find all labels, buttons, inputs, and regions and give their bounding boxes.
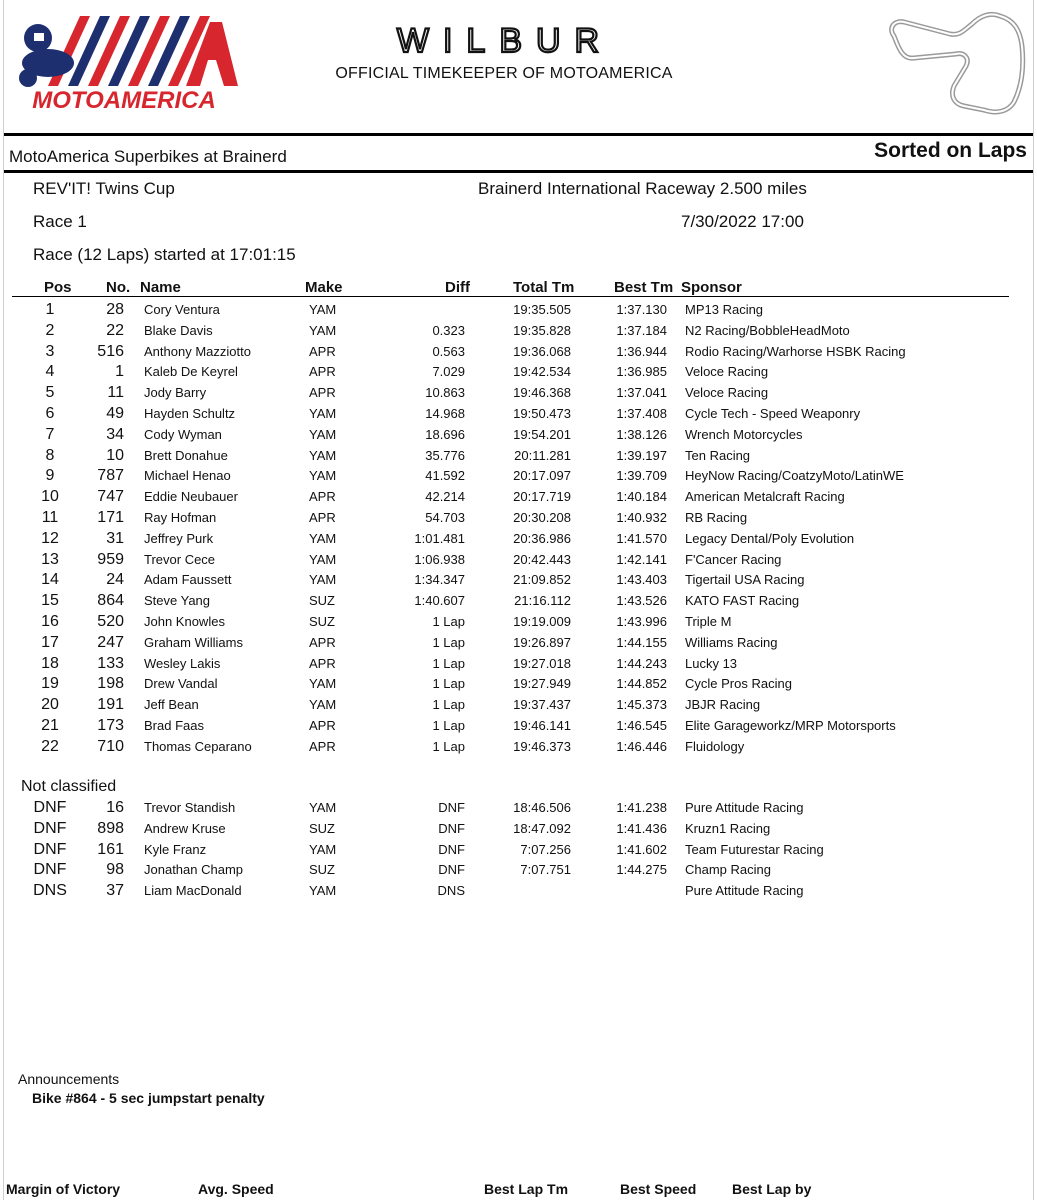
race-class: REV'IT! Twins Cup — [33, 179, 175, 198]
cell-sponsor: Champ Racing — [685, 862, 771, 878]
cell-no: 173 — [97, 717, 124, 734]
cell-make: YAM — [309, 322, 337, 338]
wilbur-wordmark: WILBUR — [396, 22, 614, 58]
cell-pos: 15 — [41, 592, 59, 610]
cell-diff: 54.703 — [425, 510, 465, 525]
table-row — [0, 383, 1037, 403]
cell-diff: 1:40.607 — [414, 593, 465, 609]
cell-make: APR — [309, 634, 336, 650]
cell-make: SUZ — [309, 614, 335, 629]
cell-pos: 8 — [45, 446, 55, 464]
event-title: MotoAmerica Superbikes at Brainerd — [9, 147, 287, 166]
sort-label: Sorted on Laps — [874, 139, 1027, 162]
cell-best: 1:37.184 — [616, 322, 667, 338]
cell-pos: 17 — [41, 633, 59, 651]
cell-name: Hayden Schultz — [144, 406, 236, 421]
table-row — [0, 404, 1037, 424]
cell-best: 1:40.184 — [616, 489, 667, 505]
cell-total: 19:35.505 — [513, 302, 571, 317]
cell-total: 21:16.112 — [514, 593, 571, 609]
cell-make: YAM — [309, 800, 337, 815]
cell-total: 19:27.018 — [513, 655, 571, 671]
cell-make: APR — [309, 364, 336, 380]
cell-make: YAM — [309, 447, 337, 463]
race-start-line: Race (12 Laps) started at 17:01:15 — [33, 245, 296, 264]
footer-best-speed: Best Speed — [620, 1181, 697, 1197]
cell-make: APR — [309, 510, 336, 525]
cell-best: 1:43.403 — [616, 572, 667, 588]
footer-avg-speed: Avg. Speed — [198, 1181, 274, 1197]
cell-sponsor: Legacy Dental/Poly Evolution — [685, 530, 855, 546]
cell-make: YAM — [309, 468, 337, 484]
header-rule-top — [4, 133, 1033, 136]
cell-diff: 1:34.347 — [414, 572, 465, 588]
cell-make: APR — [309, 738, 336, 754]
cell-best: 1:41.436 — [616, 820, 667, 836]
cell-best: 1:39.197 — [616, 447, 667, 463]
cell-diff: 42.214 — [425, 489, 465, 505]
cell-best: 1:41.602 — [616, 841, 667, 857]
cell-pos: 3 — [45, 342, 55, 360]
cell-name: Thomas Ceparano — [144, 738, 252, 754]
cell-no: 520 — [97, 613, 124, 630]
cell-pos: 7 — [45, 425, 55, 443]
cell-no: 11 — [107, 384, 124, 402]
cell-no: 49 — [106, 405, 124, 422]
table-row — [0, 612, 1037, 632]
cell-diff: DNF — [438, 841, 465, 857]
cell-total: 19:46.141 — [513, 718, 571, 733]
cell-make: SUZ — [309, 862, 335, 878]
cell-no: 37 — [106, 882, 124, 900]
cell-pos: DNS — [33, 882, 67, 900]
cell-make: APR — [309, 385, 336, 401]
cell-diff: DNF — [438, 800, 465, 815]
cell-diff: DNF — [438, 820, 465, 836]
cell-name: Andrew Kruse — [144, 820, 226, 836]
cell-best: 1:45.373 — [616, 697, 667, 713]
table-row — [0, 446, 1037, 466]
cell-name: Trevor Standish — [144, 800, 236, 815]
cell-best: 1:42.141 — [616, 551, 667, 567]
cell-make: YAM — [309, 426, 337, 442]
cell-name: John Knowles — [144, 614, 225, 629]
cell-pos: DNF — [33, 799, 67, 816]
column-header-no: No. — [106, 279, 131, 296]
table-row — [0, 591, 1037, 611]
cell-sponsor: HeyNow Racing/CoatzyMoto/LatinWE — [685, 468, 904, 484]
cell-pos: 22 — [41, 737, 59, 755]
cell-no: 787 — [97, 467, 124, 485]
cell-no: 191 — [97, 696, 124, 714]
cell-pos: 21 — [41, 717, 59, 734]
cell-make: SUZ — [309, 593, 335, 609]
table-row — [0, 716, 1037, 736]
cell-sponsor: Rodio Racing/Warhorse HSBK Racing — [685, 343, 906, 359]
cell-total: 19:36.068 — [513, 343, 571, 359]
cell-no: 710 — [97, 737, 124, 755]
cell-no: 10 — [106, 446, 124, 464]
track-name: Brainerd International Raceway 2.500 miles — [478, 179, 807, 198]
table-row — [0, 798, 1037, 818]
cell-total: 7:07.751 — [520, 862, 571, 878]
cell-total: 19:26.897 — [513, 634, 571, 650]
cell-sponsor: Veloce Racing — [685, 364, 769, 380]
table-row — [0, 737, 1037, 757]
table-row — [0, 654, 1037, 674]
cell-total: 18:47.092 — [513, 820, 571, 836]
track-map-icon — [880, 6, 1030, 118]
cell-diff: 14.968 — [425, 406, 465, 421]
cell-no: 898 — [97, 819, 124, 837]
cell-sponsor: Pure Attitude Racing — [685, 883, 804, 899]
cell-pos: 19 — [41, 675, 59, 693]
cell-total: 19:46.368 — [513, 385, 571, 401]
cell-best: 1:37.130 — [616, 302, 667, 317]
logo-wordmark: MOTOAMERICA — [32, 87, 216, 114]
cell-best: 1:44.852 — [616, 676, 667, 692]
cell-sponsor: Pure Attitude Racing — [685, 800, 804, 815]
cell-diff: 35.776 — [425, 447, 465, 463]
cell-no: 16 — [106, 799, 124, 816]
cell-pos: 13 — [41, 550, 59, 568]
cell-make: YAM — [309, 551, 337, 567]
cell-name: Brett Donahue — [144, 447, 228, 463]
cell-name: Adam Faussett — [144, 572, 232, 588]
cell-no: 24 — [106, 571, 124, 589]
cell-total: 20:17.719 — [513, 489, 571, 505]
header-rule-bottom — [4, 170, 1033, 173]
cell-make: YAM — [309, 883, 337, 899]
cell-sponsor: Cycle Tech - Speed Weaponry — [685, 406, 861, 421]
cell-best: 1:36.985 — [616, 364, 667, 380]
cell-make: YAM — [309, 302, 337, 317]
cell-total: 20:17.097 — [513, 468, 571, 484]
table-row — [0, 570, 1037, 590]
cell-diff: 1 Lap — [432, 634, 465, 650]
cell-name: Anthony Mazziotto — [144, 343, 251, 359]
cell-total: 20:42.443 — [513, 551, 571, 567]
cell-name: Graham Williams — [144, 634, 243, 650]
table-row — [0, 362, 1037, 382]
cell-sponsor: N2 Racing/BobbleHeadMoto — [685, 322, 850, 338]
cell-make: APR — [309, 718, 336, 733]
cell-make: YAM — [309, 406, 337, 421]
cell-pos: DNF — [33, 840, 67, 858]
table-row — [0, 508, 1037, 528]
cell-name: Liam MacDonald — [144, 883, 242, 899]
table-row — [0, 321, 1037, 341]
cell-make: APR — [309, 489, 336, 505]
column-header-make: Make — [305, 279, 343, 296]
motoamerica-logo — [8, 8, 240, 114]
cell-pos: 11 — [41, 509, 59, 526]
cell-diff: 1:06.938 — [414, 551, 465, 567]
cell-diff: 0.323 — [432, 322, 465, 338]
cell-make: APR — [309, 655, 336, 671]
cell-pos: 16 — [41, 613, 59, 630]
column-header-best: Best Tm — [614, 279, 674, 296]
cell-sponsor: Fluidology — [685, 738, 745, 754]
cell-pos: 12 — [41, 529, 59, 547]
cell-diff: 0.563 — [432, 343, 465, 359]
cell-total: 19:50.473 — [513, 406, 571, 421]
cell-name: Jody Barry — [144, 385, 207, 401]
cell-best: 1:46.545 — [616, 718, 667, 733]
table-row — [0, 550, 1037, 570]
cell-total: 20:11.281 — [514, 447, 571, 463]
cell-pos: 10 — [41, 488, 59, 506]
cell-best: 1:36.944 — [616, 343, 667, 359]
table-row — [0, 881, 1037, 901]
rider-icon — [19, 24, 74, 87]
cell-make: YAM — [309, 530, 337, 546]
cell-no: 198 — [97, 675, 124, 693]
cell-pos: 2 — [45, 321, 55, 339]
table-row — [0, 425, 1037, 445]
announcements-label: Announcements — [18, 1071, 120, 1087]
column-header-sponsor: Sponsor — [681, 279, 742, 296]
cell-name: Kyle Franz — [144, 841, 207, 857]
cell-pos: 9 — [45, 467, 55, 485]
cell-no: 247 — [97, 633, 124, 651]
footer-margin-of-victory: Margin of Victory — [6, 1181, 121, 1197]
table-header-rule — [12, 296, 1009, 297]
cell-total: 19:42.534 — [513, 364, 571, 380]
cell-sponsor: Kruzn1 Racing — [685, 820, 771, 836]
cell-diff: 18.696 — [425, 426, 465, 442]
cell-total: 19:37.437 — [513, 697, 571, 713]
cell-name: Jeff Bean — [144, 697, 199, 713]
cell-pos: DNF — [33, 861, 67, 879]
cell-no: 747 — [97, 488, 124, 506]
table-row — [0, 633, 1037, 653]
cell-no: 161 — [97, 840, 124, 858]
cell-no: 22 — [106, 321, 124, 339]
cell-diff: 1 Lap — [432, 676, 465, 692]
timekeeper-tagline: OFFICIAL TIMEKEEPER OF MOTOAMERICA — [335, 65, 673, 82]
cell-no: 516 — [97, 342, 124, 360]
cell-make: SUZ — [309, 820, 335, 836]
cell-no: 28 — [106, 301, 124, 318]
cell-best: 1:37.041 — [616, 385, 667, 401]
cell-name: Jeffrey Purk — [144, 530, 214, 546]
cell-sponsor: Triple M — [685, 614, 732, 629]
footer-best-lap-by: Best Lap by — [732, 1181, 812, 1197]
column-header-pos: Pos — [44, 279, 72, 296]
table-row — [0, 860, 1037, 880]
table-row — [0, 674, 1037, 694]
cell-pos: 5 — [45, 384, 55, 402]
cell-sponsor: Ten Racing — [685, 447, 751, 463]
cell-name: Wesley Lakis — [144, 655, 221, 671]
cell-sponsor: Elite Garageworkz/MRP Motorsports — [685, 718, 896, 733]
cell-best: 1:43.526 — [616, 593, 667, 609]
cell-total: 20:30.208 — [513, 510, 571, 525]
cell-name: Cody Wyman — [144, 426, 222, 442]
cell-best: 1:46.446 — [616, 738, 667, 754]
cell-pos: 4 — [45, 363, 55, 381]
column-header-total: Total Tm — [513, 279, 575, 296]
cell-no: 959 — [97, 550, 124, 568]
table-row — [0, 695, 1037, 715]
cell-name: Ray Hofman — [144, 510, 217, 525]
cell-name: Trevor Cece — [144, 551, 216, 567]
cell-no: 31 — [106, 529, 124, 547]
table-row — [0, 300, 1037, 320]
cell-best: 1:41.570 — [616, 530, 667, 546]
cell-total: 19:46.373 — [513, 738, 571, 754]
table-row — [0, 529, 1037, 549]
cell-sponsor: JBJR Racing — [685, 697, 761, 713]
cell-name: Michael Henao — [144, 468, 231, 484]
cell-sponsor: F'Cancer Racing — [685, 551, 782, 567]
cell-make: YAM — [309, 676, 337, 692]
cell-make: APR — [309, 343, 336, 359]
table-row — [0, 466, 1037, 486]
column-header-diff: Diff — [445, 279, 470, 296]
cell-name: Kaleb De Keyrel — [144, 364, 238, 380]
table-row — [0, 487, 1037, 507]
not-classified-label: Not classified — [21, 778, 117, 795]
cell-best: 1:40.932 — [616, 510, 667, 525]
cell-no: 34 — [106, 425, 124, 443]
cell-pos: 6 — [45, 405, 55, 422]
cell-sponsor: Tigertail USA Racing — [685, 572, 805, 588]
cell-best: 1:38.126 — [616, 426, 667, 442]
cell-best: 1:44.155 — [616, 634, 667, 650]
cell-total: 19:27.949 — [513, 676, 571, 692]
cell-make: YAM — [309, 572, 337, 588]
cell-best: 1:44.275 — [616, 862, 667, 878]
cell-total: 20:36.986 — [513, 530, 571, 546]
cell-diff: 1:01.481 — [414, 530, 465, 546]
wilbur-logo — [365, 22, 645, 58]
table-row — [0, 819, 1037, 839]
cell-name: Cory Ventura — [144, 302, 220, 317]
logo-stripes — [48, 16, 210, 86]
cell-diff: 1 Lap — [432, 718, 465, 733]
cell-diff: 1 Lap — [432, 697, 465, 713]
cell-sponsor: KATO FAST Racing — [685, 593, 800, 609]
cell-name: Jonathan Champ — [144, 862, 244, 878]
cell-sponsor: Team Futurestar Racing — [685, 841, 824, 857]
cell-name: Steve Yang — [144, 593, 211, 609]
cell-diff: 1 Lap — [432, 655, 465, 671]
cell-best: 1:39.709 — [616, 468, 667, 484]
cell-sponsor: Wrench Motorcycles — [685, 426, 803, 442]
cell-total: 19:35.828 — [513, 322, 571, 338]
cell-sponsor: Cycle Pros Racing — [685, 676, 792, 692]
announcement-text: Bike #864 - 5 sec jumpstart penalty — [32, 1090, 265, 1106]
race-name: Race 1 — [33, 212, 87, 231]
cell-diff: 7.029 — [432, 364, 465, 380]
cell-name: Eddie Neubauer — [144, 489, 238, 505]
cell-no: 98 — [106, 861, 124, 879]
cell-sponsor: Veloce Racing — [685, 385, 769, 401]
cell-no: 864 — [97, 592, 124, 610]
cell-pos: 18 — [41, 654, 59, 672]
cell-pos: 1 — [45, 301, 55, 318]
cell-make: YAM — [309, 697, 337, 713]
table-row — [0, 840, 1037, 860]
cell-no: 1 — [115, 363, 124, 381]
cell-diff: 41.592 — [425, 468, 465, 484]
race-datetime: 7/30/2022 17:00 — [681, 212, 804, 231]
cell-make: YAM — [309, 841, 337, 857]
cell-pos: DNF — [33, 819, 67, 837]
cell-best: 1:44.243 — [616, 655, 667, 671]
cell-name: Blake Davis — [144, 322, 213, 338]
cell-best: 1:41.238 — [616, 800, 667, 815]
cell-sponsor: Lucky 13 — [685, 655, 738, 671]
cell-diff: DNS — [437, 883, 465, 899]
cell-total: 19:19.009 — [513, 614, 571, 629]
cell-diff: 1 Lap — [432, 738, 465, 754]
cell-no: 133 — [97, 654, 124, 672]
cell-sponsor: RB Racing — [685, 510, 748, 525]
cell-no: 171 — [97, 509, 124, 526]
footer-best-lap-tm: Best Lap Tm — [484, 1181, 569, 1197]
cell-best: 1:43.996 — [616, 614, 667, 629]
cell-sponsor: Williams Racing — [685, 634, 778, 650]
cell-total: 18:46.506 — [513, 800, 571, 815]
cell-sponsor: MP13 Racing — [685, 302, 764, 317]
cell-name: Drew Vandal — [144, 676, 218, 692]
cell-diff: DNF — [438, 862, 465, 878]
table-row — [0, 342, 1037, 362]
cell-pos: 14 — [41, 571, 59, 589]
cell-total: 7:07.256 — [520, 841, 571, 857]
cell-best: 1:37.408 — [616, 406, 667, 421]
cell-pos: 20 — [41, 696, 59, 714]
cell-diff: 1 Lap — [432, 614, 465, 629]
cell-total: 21:09.852 — [513, 572, 571, 588]
cell-total: 19:54.201 — [513, 426, 571, 442]
cell-sponsor: American Metalcraft Racing — [685, 489, 845, 505]
cell-name: Brad Faas — [144, 718, 204, 733]
column-header-name: Name — [140, 279, 181, 296]
cell-diff: 10.863 — [425, 385, 465, 401]
